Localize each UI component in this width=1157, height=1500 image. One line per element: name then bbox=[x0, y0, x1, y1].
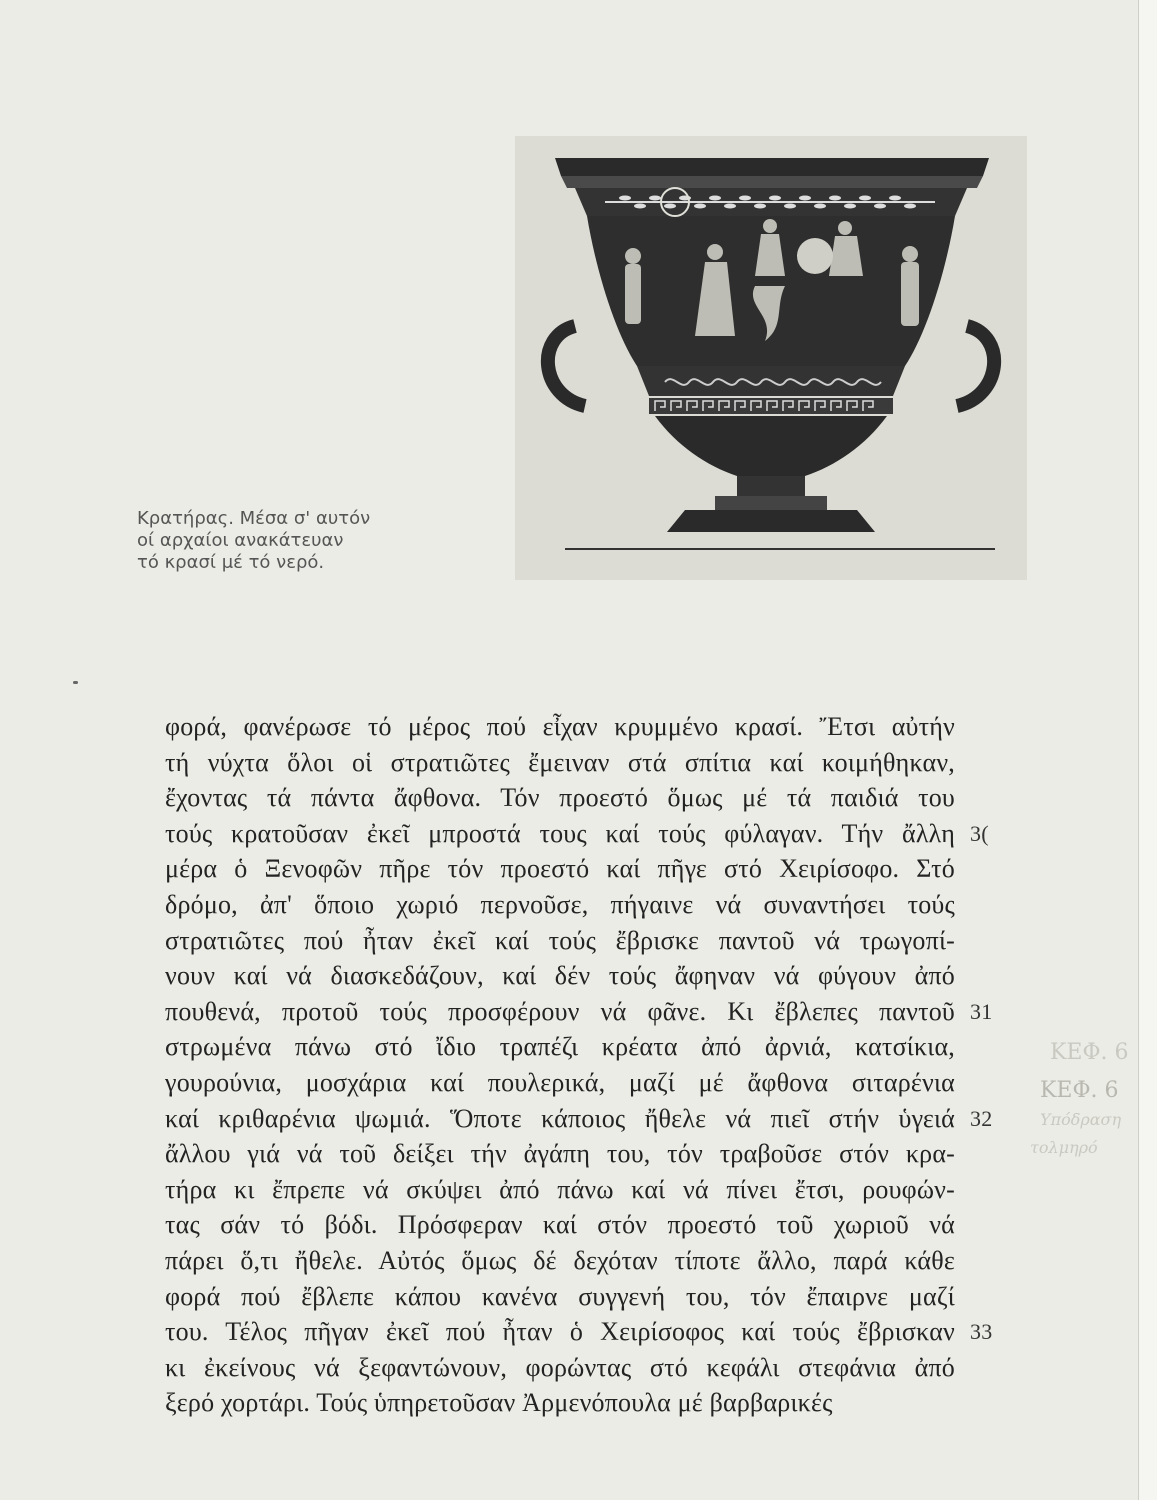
text-line-content: στρατιῶτες πού ἦταν ἐκεῖ καί τούς ἔβρισκε παντοῦ νά τρωγοπί- bbox=[165, 925, 955, 955]
text-line bbox=[165, 1314, 993, 1350]
text-line-content: ξερό χορτάρι. Τούς ὑπηρετοῦσαν Ἀρμενόπουλα μέ βαρβαρικές bbox=[165, 1388, 833, 1418]
text-line bbox=[165, 1207, 965, 1243]
text-line-content: στρωμένα πάνω στό ἴδιο τραπέζι κρέατα ἀπό ἀρνιά, κατσίκια, bbox=[165, 1032, 955, 1062]
text-line-content: φορά πού ἔβλεπε κάπου κανένα συγγενή του, τόν ἔπαιρνε μαζί bbox=[165, 1281, 955, 1311]
margin-bleed-3: Υπόδραση bbox=[1040, 1110, 1122, 1129]
text-line-content: ἔχοντας τά πάντα ἄφθονα. Τόν προεστό ὅμως μέ τά παιδιά του bbox=[165, 783, 955, 813]
text-line bbox=[165, 816, 989, 852]
text-line bbox=[165, 1172, 965, 1208]
text-line-content: τας σάν τό βόδι. Πρόσφεραν καί στόν προεστό τοῦ χωριοῦ νά bbox=[165, 1210, 955, 1240]
margin-bleed-2: ΚΕΦ. 6 bbox=[1040, 1078, 1119, 1103]
pencil-mark bbox=[73, 681, 78, 684]
text-line-content: φορά, φανέρωσε τό μέρος πού εἶχαν κρυμμένο κρασί. Ἔτσι αὐτήν bbox=[165, 712, 955, 741]
body-text bbox=[165, 709, 993, 1421]
text-line bbox=[165, 1350, 965, 1386]
text-line-content: του. Τέλος πῆγαν ἐκεῖ πού ἦταν ὁ Χειρίσοφος καί τούς ἔβρισκαν bbox=[165, 1317, 955, 1347]
text-line bbox=[165, 1243, 965, 1279]
text-line-content: πάρει ὅ,τι ἤθελε. Αὐτός ὅμως δέ δεχόταν τίποτε ἄλλο, παρά κάθε bbox=[165, 1245, 955, 1275]
text-line bbox=[165, 1065, 965, 1101]
text-line-content: κι ἐκείνους νά ξεφαντώνουν, φορώντας στό κεφάλι στεφάνια ἀπό bbox=[165, 1352, 955, 1382]
text-line-content: πουθενά, προτοῦ τούς προσφέρουν νά φᾶνε. Κι ἔβλεπες παντοῦ bbox=[165, 996, 955, 1026]
line-number: 3( bbox=[970, 820, 989, 846]
text-line bbox=[165, 1385, 965, 1421]
text-line-content: δρόμο, ἀπ' ὅποιο χωριό περνοῦσε, πήγαινε νά συναντήσει τούς bbox=[165, 889, 955, 919]
margin-bleed-1: ΚΕΦ. 6 bbox=[1050, 1040, 1129, 1065]
line-number: 32 bbox=[970, 1105, 993, 1131]
text-line-content: τή νύχτα ὅλοι οἱ στρατιῶτες ἔμειναν στά σπίτια καί κοιμήθηκαν, bbox=[165, 747, 955, 777]
text-line-content: γουρούνια, μοσχάρια καί πουλερικά, μαζί μέ ἄφθονα σιταρένια bbox=[165, 1067, 955, 1097]
text-line bbox=[165, 994, 993, 1030]
text-line bbox=[165, 1136, 965, 1172]
figure-caption bbox=[137, 508, 457, 574]
text-line-content: καί κριθαρένια ψωμιά. Ὅποτε κάποιος ἤθελε νά πιεῖ στήν ὑγειά bbox=[165, 1103, 955, 1133]
line-number: 31 bbox=[970, 998, 993, 1024]
krater-illustration bbox=[515, 136, 1027, 580]
text-line bbox=[165, 1029, 965, 1065]
text-line bbox=[165, 709, 965, 745]
text-line bbox=[165, 1279, 965, 1315]
text-line-content: μέρα ὁ Ξενοφῶν πῆρε τόν προεστό καί πῆγε στό Χειρίσοφο. Στό bbox=[165, 854, 955, 884]
text-line bbox=[165, 958, 965, 994]
text-line bbox=[165, 745, 965, 781]
text-line bbox=[165, 923, 965, 959]
text-line-content: νουν καί νά διασκεδάζουν, καί δέν τούς ἄφηναν νά φύγουν ἀπό bbox=[165, 961, 955, 991]
text-line bbox=[165, 1101, 993, 1137]
caption-line-3: τό κρασί μέ τό νερό. bbox=[137, 552, 325, 573]
page-edge bbox=[1138, 0, 1157, 1500]
text-line bbox=[165, 851, 965, 887]
text-line bbox=[165, 887, 965, 923]
text-line bbox=[165, 780, 965, 816]
line-number: 33 bbox=[970, 1319, 993, 1345]
caption-line-2: οί αρχαίοι ανακάτευαν bbox=[137, 530, 344, 551]
text-line-content: ἄλλου γιά νά τοῦ δείξει τήν ἀγάπη του, τόν τραβοῦσε στόν κρα- bbox=[165, 1139, 955, 1169]
text-line-content: τούς κρατοῦσαν ἐκεῖ μπροστά τους καί τούς φύλαγαν. Τήν ἄλλη bbox=[165, 818, 955, 848]
caption-line-1: Κρατήρας. Μέσα σ' αυτόν bbox=[137, 508, 371, 529]
text-line-content: τήρα κι ἔπρεπε νά σκύψει ἀπό πάνω καί νά πίνει ἔτσι, ρουφών- bbox=[165, 1174, 955, 1204]
margin-bleed-4: τολμηρό bbox=[1030, 1138, 1098, 1157]
